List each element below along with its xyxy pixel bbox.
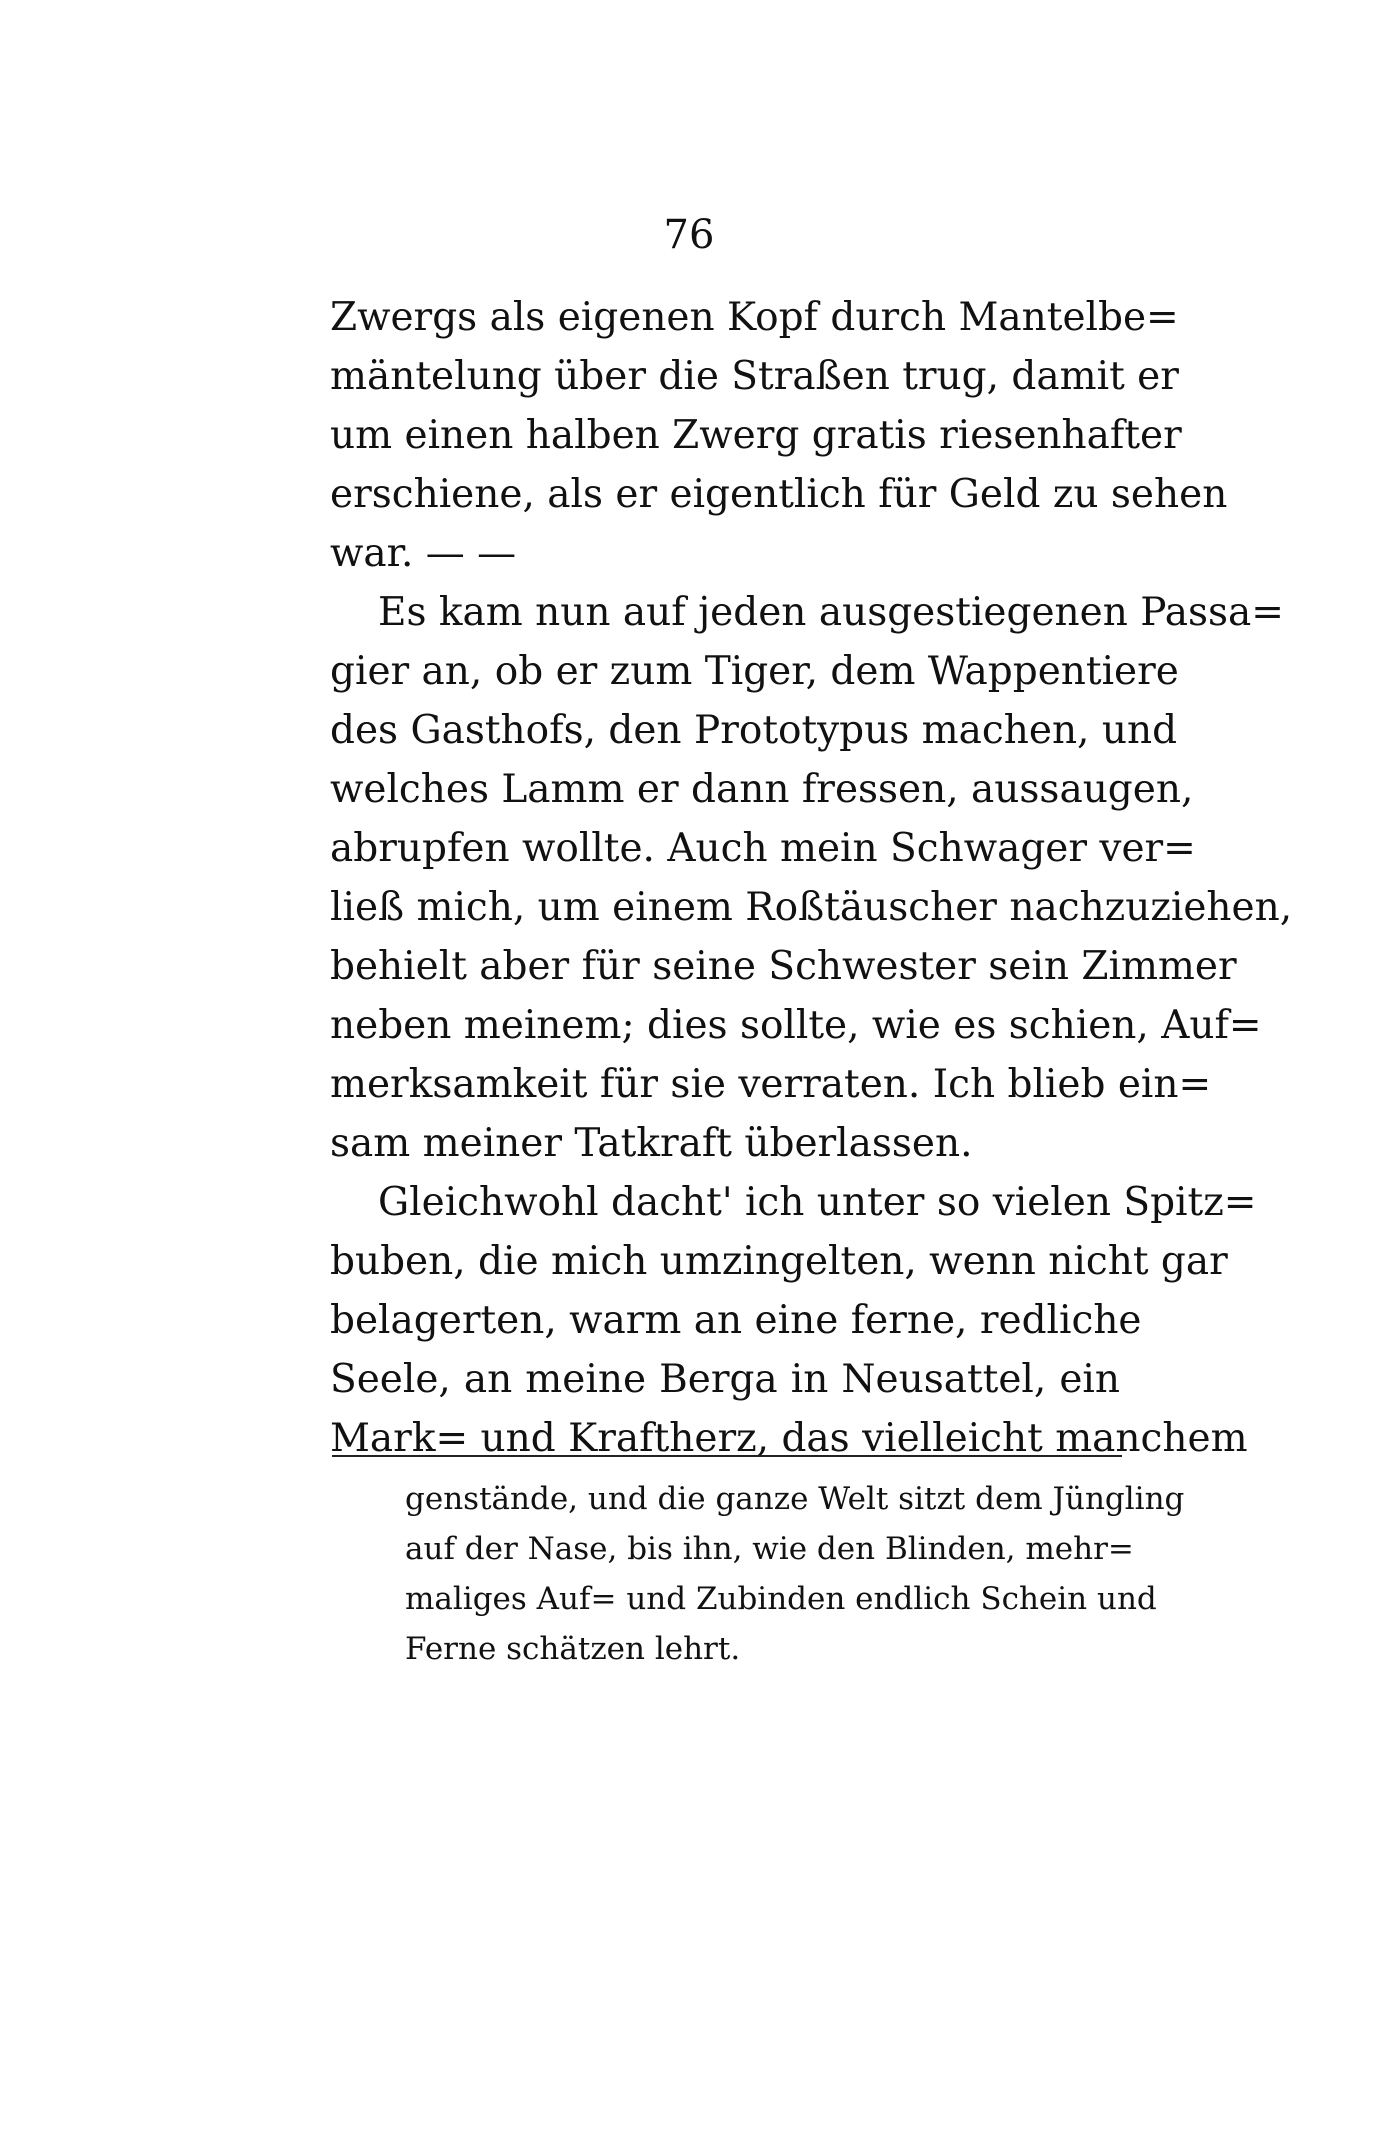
text-line: erschiene, als er eigentlich für Geld zu sehen <box>330 472 1228 517</box>
text-line: mäntelung über die Straßen trug, damit er <box>330 354 1179 399</box>
paragraph-start-line: Gleichwohl dacht' ich unter so vielen Spitz= <box>378 1180 1257 1225</box>
text-line: sam meiner Tatkraft überlassen. <box>330 1121 973 1166</box>
text-line: war. — — <box>330 531 517 576</box>
footnote-line: auf der Nase, bis ihn, wie den Blinden, mehr= <box>405 1531 1134 1567</box>
text-line: neben meinem; dies sollte, wie es schien, Auf= <box>330 1003 1262 1048</box>
footnote <box>405 1474 1185 1674</box>
text-line: Seele, an meine Berga in Neusattel, ein <box>330 1357 1120 1402</box>
text-line: behielt aber für seine Schwester sein Zimmer <box>330 944 1237 989</box>
footnote-line: maliges Auf= und Zubinden endlich Schein und <box>405 1581 1157 1617</box>
text-line: merksamkeit für sie verraten. Ich blieb ein= <box>330 1062 1212 1107</box>
footnote-line: genstände, und die ganze Welt sitzt dem Jüngling <box>405 1481 1185 1517</box>
footnote-divider <box>332 1455 1122 1457</box>
text-line: welches Lamm er dann fressen, aussaugen, <box>330 767 1194 812</box>
text-line: belagerten, warm an eine ferne, redliche <box>330 1298 1142 1343</box>
text-line: gier an, ob er zum Tiger, dem Wappentiere <box>330 649 1179 694</box>
text-line: Zwergs als eigenen Kopf durch Mantelbe= <box>330 295 1179 340</box>
main-text <box>330 288 1293 1468</box>
text-line: buben, die mich umzingelten, wenn nicht gar <box>330 1239 1228 1284</box>
footnote-line: Ferne schätzen lehrt. <box>405 1631 741 1667</box>
text-line: ließ mich, um einem Roßtäuscher nachzuziehen, <box>330 885 1293 930</box>
text-line: um einen halben Zwerg gratis riesenhafter <box>330 413 1182 458</box>
text-line: des Gasthofs, den Prototypus machen, und <box>330 708 1178 753</box>
paragraph-start-line: Es kam nun auf jeden ausgestiegenen Passa= <box>378 590 1284 635</box>
page-number: 76 <box>663 212 715 258</box>
text-line: Mark= und Kraftherz, das vielleicht manchem <box>330 1416 1248 1461</box>
text-line: abrupfen wollte. Auch mein Schwager ver= <box>330 826 1196 871</box>
